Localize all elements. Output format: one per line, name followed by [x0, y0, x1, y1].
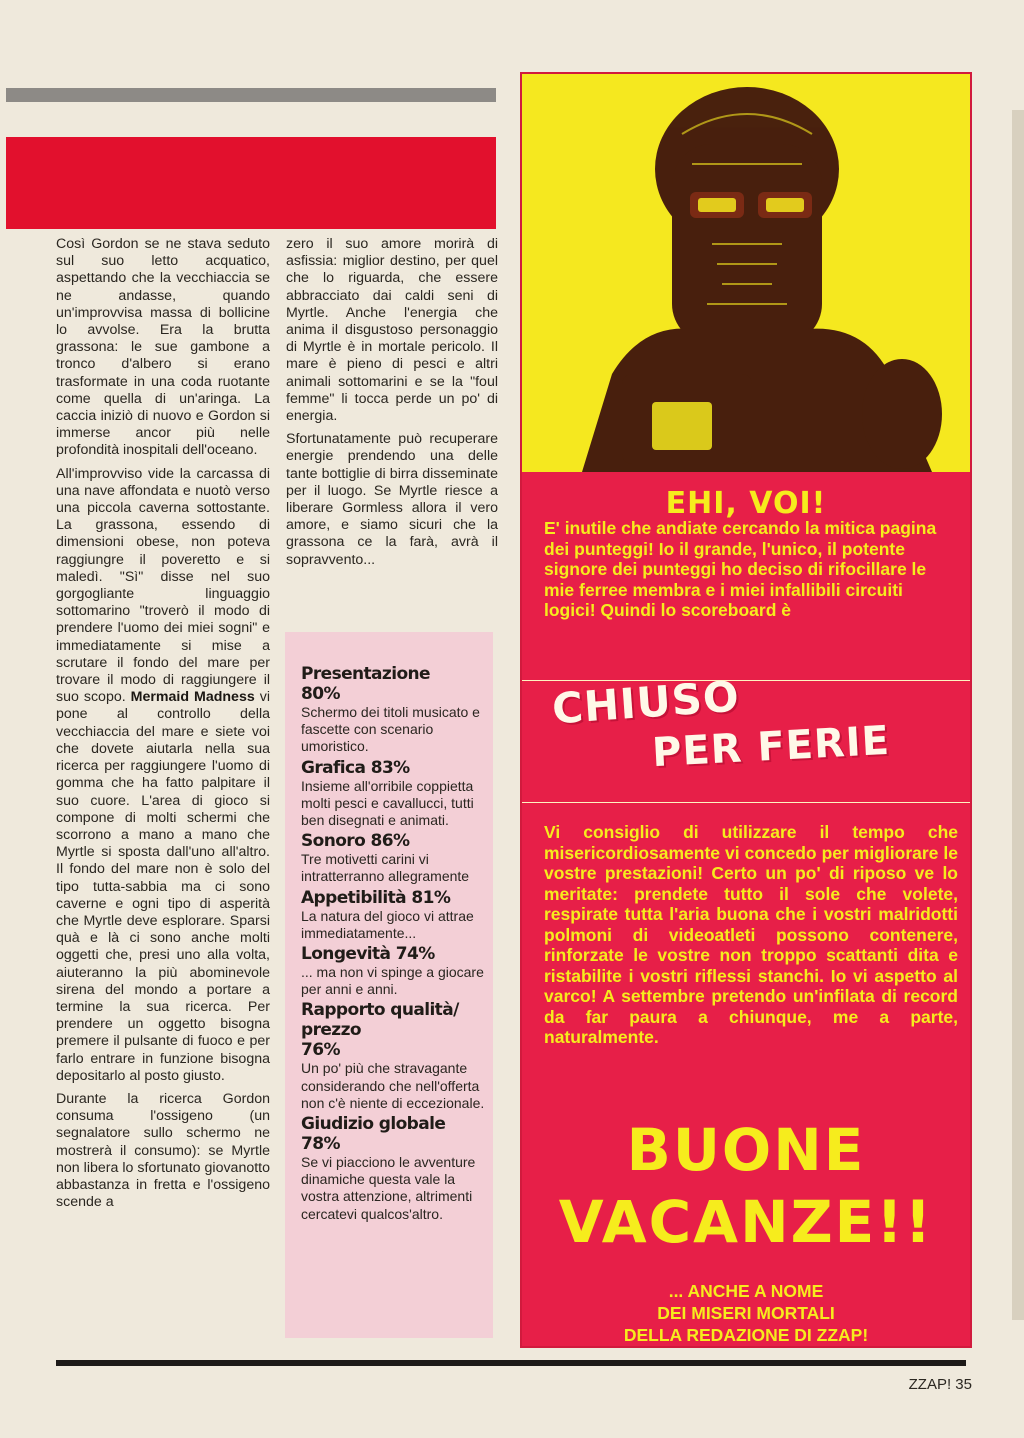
rating-heading: [301, 888, 485, 908]
rating-title: Rapporto qualità/ prezzo: [301, 1000, 459, 1041]
game-title: Mermaid Madness: [130, 689, 255, 706]
ratings-box: [285, 632, 493, 1338]
rating-title: Grafica: [301, 757, 366, 778]
article-paragraph: Sfortunatamente può recuperare energie prendendo una delle tante bottiglie di birra disseminate per il luogo. Se Myrtle riesce a liberare Gormless allora il vero amore, e siamo sicuri che la grassona ce la farà, avrà il sopravvento...: [286, 431, 498, 568]
article-text: All'improvviso vide la carcassa di una nave affondata e nuotò verso una piccola caverna sottostante. La grassona, essendo di dimensioni obese, non poteva raggiungre il poveretto e si maledì. "Sì" disse nel suo gorgogliante linguaggio sottomarino "troverò il modo di prendere l'uomo dei miei sogni" e immediatamente si mise a scrutare il fondo del mare per trovare il modo di raggiungere il suo scopo.: [56, 465, 270, 706]
rating-score-value: 76%: [301, 1040, 340, 1061]
header-red-banner: [6, 137, 496, 229]
article-mid-column: [286, 236, 498, 575]
closed-line-2: PER FERIE: [650, 717, 892, 777]
rating-desc: Un po' più che stravagante considerando che nell'offerta non c'è niente di eccezionale.: [301, 1060, 485, 1111]
rating-score: 80%: [301, 684, 340, 704]
rating-heading: [301, 944, 485, 964]
article-paragraph: [56, 466, 270, 1085]
page-number: ZZAP! 35: [908, 1376, 972, 1393]
rating-item: [301, 888, 485, 942]
rating-score: 74%: [395, 944, 435, 965]
rating-item: [301, 944, 485, 998]
rating-title: Giudizio globale: [301, 1114, 446, 1135]
advert-footer: [522, 1280, 970, 1346]
rating-item: [301, 664, 485, 756]
rating-score: 78%: [301, 1134, 340, 1155]
advert-body-text: Vi consiglio di utilizzare il tempo che misericordiosamente vi concedo per migliorare le vostre prestazioni! Certo un po' di riposo ve lo meritate: prendete tutto il sole che volete, respirate tutta l'aria buona che i vostri malridotti polmoni di videoatleti possono contenere, rinforzate le vostre non troppo scattanti dita e ristabilite i vostri riflessi stanchi. Io vi aspetto al varco! A settembre pretendo un'infilata di record da far paura a chiunque, me a parte, naturalmente.: [544, 822, 958, 1047]
rating-score: 86%: [370, 831, 410, 852]
advert-intro-text: E' inutile che andiate cercando la mitica pagina dei punteggi! Io il grande, l'unico, il potente signore dei punteggi ho deciso di rifocillare le mie ferree membra e i miei infallibili circuiti logici! Quindi lo scoreboard è: [544, 518, 937, 620]
rating-desc: Schermo dei titoli musicato e fascette con scenario umoristico.: [301, 704, 480, 755]
article-text: vi pone al controllo della vecchiaccia del mare e siete voi che dovete aiutarla nella sua ricerca per raggiungere l'uomo di gomma che ha fatto palpitare il suo cuore. L'area di gioco si compone di molti schermi che scorrono a mano a mano che Myrtle si sposta dall'uno all'altro. Il fondo del mare non è solo del tipo tutta-sabbia ma ci sono caverne e ogni tipo di asperità che Myrtle deve esplorare. Sparsi quà e là ci sono anche molti oggetti che, presi uno alla volta, aiuteranno la più abominevole sirena del mondo a portare a termine la sua ricerca. Per prendere un oggetto bisogna premere il pulsante di fuoco e per farlo entrare in funzione bisogna depositarlo al posto giusto.: [56, 689, 270, 1084]
big-greeting-line-2: VACANZE!!: [558, 1188, 934, 1256]
advert-footer-line: DELLA REDAZIONE DI ZZAP!: [623, 1325, 869, 1345]
closed-line-1: CHIUSO: [550, 671, 742, 734]
advert-footer-line: DEI MISERI MORTALI: [657, 1303, 835, 1323]
rating-desc: ... ma non vi spinge a giocare per anni e anni.: [301, 964, 484, 998]
robot-illustration: [522, 74, 970, 472]
rating-title: Sonoro: [301, 831, 366, 852]
rating-title: Longevità: [301, 944, 391, 965]
rating-heading: [301, 758, 485, 778]
rating-heading: [301, 831, 485, 851]
article-paragraph: zero il suo amore morirà di asfissia: miglior destino, per quel che lo riguarda, che essere abbracciato dai caldi seni di Myrtle. Anche l'energia che anima il disgustoso personaggio di Myrtle è in mortale pericolo. Il mare è pieno di pesci e altri animali sottomarini e se la "foul femme" li tocca perde un po' di energia.: [286, 236, 498, 425]
advert-illustration-panel: [522, 74, 970, 472]
rating-title: Appetibilità: [301, 887, 407, 908]
rating-desc: Insieme all'orribile coppietta molti pesci e cavallucci, tutti ben disegnati e animati.: [301, 777, 474, 829]
closed-stamp: [522, 662, 970, 812]
rating-desc: Se vi piacciono le avventure dinamiche questa vale la vostra attenzione, altrimenti cercatevi qualcos'altro.: [301, 1154, 476, 1222]
rating-score: [301, 1040, 485, 1060]
page-edge-strip: [1012, 110, 1024, 1320]
ratings-list: [301, 664, 485, 1225]
bottom-rule: [56, 1360, 966, 1366]
big-greeting-line-1: BUONE: [626, 1116, 866, 1184]
rating-desc: Tre motivetti carini vi intratterranno allegramente: [301, 851, 470, 885]
rating-item: [301, 1114, 485, 1223]
rating-item: [301, 1000, 485, 1112]
rating-item: [301, 831, 485, 885]
article-paragraph: Così Gordon se ne stava seduto sul suo letto acquatico, aspettando che la vecchiaccia se ne andasse, quando un'improvvisa massa di bollicine lo avvolse. Era la brutta grassona: le sue gambone a tronco d'albero si erano trasformate in una coda ruotante come quella di un'aringa. La caccia iniziò di nuovo e Gordon si immerse ancor più nelle profondità inospitali dell'oceano.: [56, 236, 270, 459]
scoreboard-advert: [520, 72, 972, 1348]
rating-score: 83%: [370, 757, 410, 778]
rating-item: [301, 758, 485, 830]
rating-desc: La natura del gioco vi attrae immediatamente...: [301, 907, 474, 941]
header-gray-bar: [6, 88, 496, 102]
rating-score: 81%: [411, 887, 451, 908]
advert-headline: EHI, VOI!: [665, 486, 827, 521]
article-paragraph: Durante la ricerca Gordon consuma l'ossigeno (un segnalatore sullo schermo ne mostrerà il consumo): se Myrtle non libera lo sfortunato giovanotto abbastanza in fretta e l'ossigeno scende a: [56, 1090, 270, 1211]
advert-footer-line: ... ANCHE A NOME: [668, 1281, 824, 1301]
article-left-column: [56, 236, 270, 1217]
rating-title: Presentazione: [301, 664, 430, 684]
